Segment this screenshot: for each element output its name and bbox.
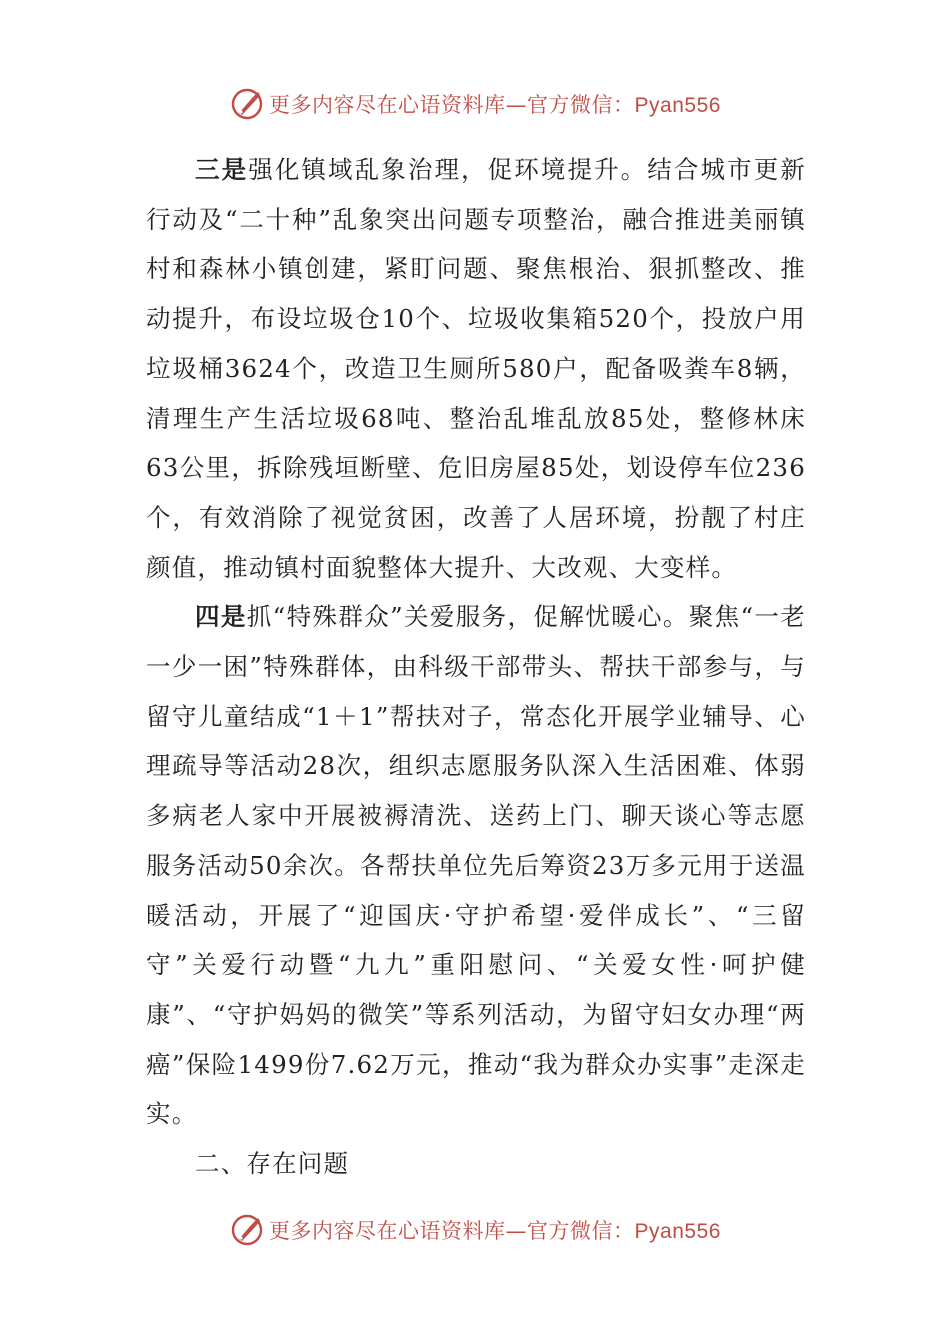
paragraph-text: 抓“特殊群众”关爱服务，促解忧暖心。聚焦“一老一少一困”特殊群体，由科级干部带头、帮扶干部参与，与留守儿童结成“1＋1”帮扶对子，常态化开展学业辅导、心理疏导等活动28次，组织志愿服务队深入生活困难、体弱多病老人家中开展被褥清洗、送药上门、聊天谈心等志愿服务活动50余次。各帮扶单位先后筹资23万多元用于送温暖活动，开展了“迎国庆·守护希望·爱伴成长”、“三留守”关爱行动暨“九九”重阳慰问、“关爱女性·呵护健康”、“守护妈妈的微笑”等系列活动，为留守妇女办理“两癌”保险1499份7.62万元，推动“我为群众办实事”走深走实。 xyxy=(146,602,806,1129)
paragraph-lead: 四是 xyxy=(195,602,247,632)
section-heading: 二、存在问题 xyxy=(195,1149,350,1179)
watermark-text: 更多内容尽在心语资料库—官方微信：Pyan556 xyxy=(269,93,721,117)
document-body xyxy=(146,145,806,1189)
paragraph-four xyxy=(146,592,806,1139)
paragraph-text: 强化镇域乱象治理，促环境提升。结合城市更新行动及“二十种”乱象突出问题专项整治，融合推进美丽镇村和森林小镇创建，紧盯问题、聚焦根治、狠抓整改、推动提升，布设垃圾仓10个、垃圾收集箱520个，投放户用垃圾桶3624个，改造卫生厕所580户，配备吸粪车8辆，清理生产生活垃圾68吨、整治乱堆乱放85处，整修林床63公里，拆除残垣断壁、危旧房屋85处，划设停车位236个，有效消除了视觉贫困，改善了人居环境，扮靓了村庄颜值，推动镇村面貌整体大提升、大改观、大变样。 xyxy=(146,155,806,582)
paragraph-three xyxy=(146,145,806,592)
watermark-id: Pyan556 xyxy=(634,94,721,117)
footer-watermark xyxy=(0,1210,950,1250)
pen-nib-icon xyxy=(229,86,265,122)
header-watermark xyxy=(0,84,950,124)
watermark-id: Pyan556 xyxy=(634,1220,721,1243)
paragraph-lead: 三是 xyxy=(195,155,249,184)
watermark-text: 更多内容尽在心语资料库—官方微信：Pyan556 xyxy=(269,1219,721,1243)
pen-nib-icon xyxy=(229,1212,265,1248)
